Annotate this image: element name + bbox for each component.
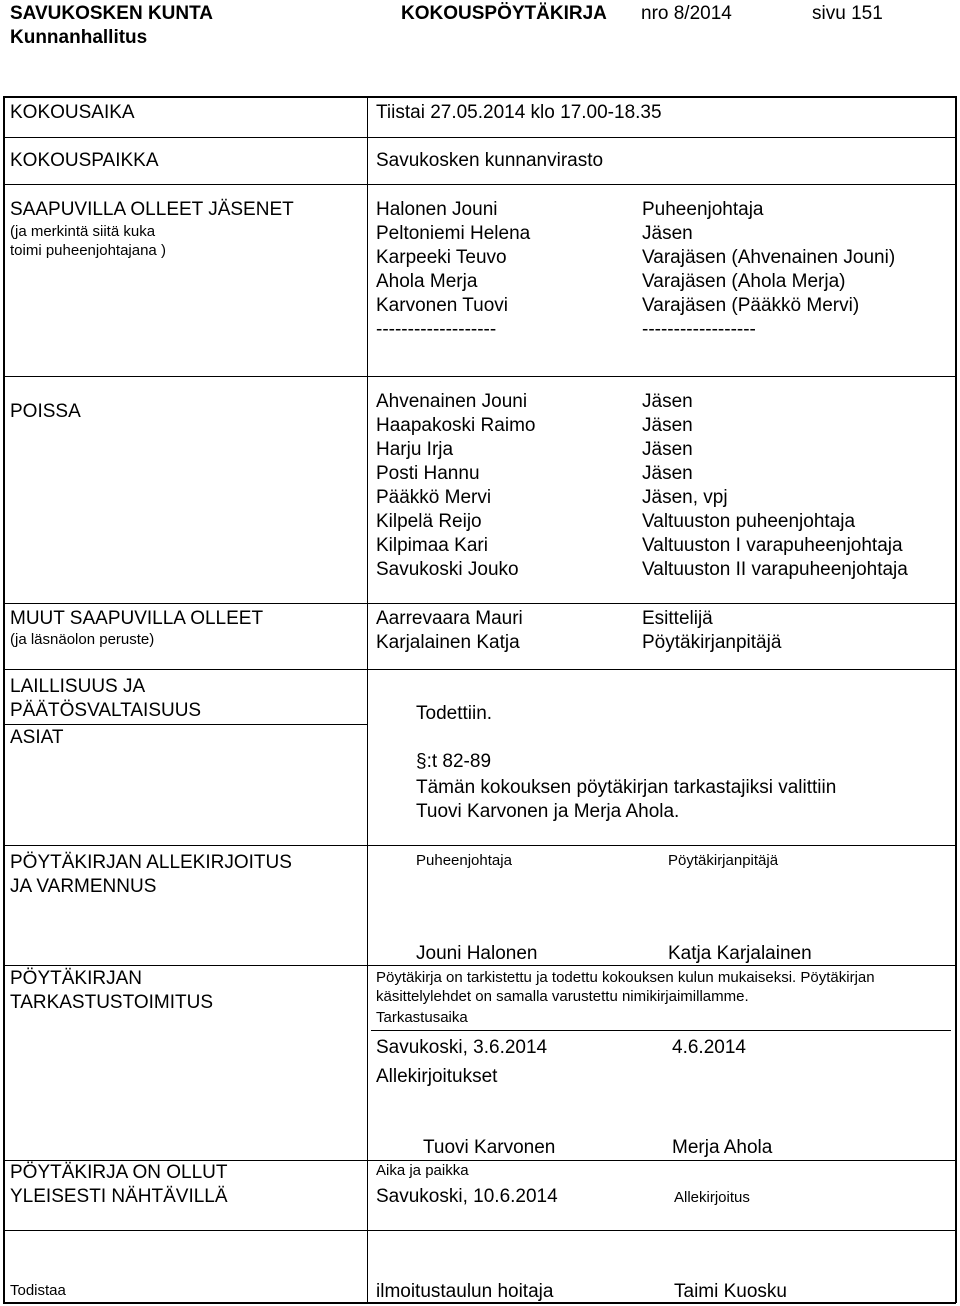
public-label-line2: YLEISESTI NÄHTÄVILLÄ <box>10 1186 228 1207</box>
absent-role: Valtuuston II varapuheenjohtaja <box>642 559 908 580</box>
chair-name: Jouni Halonen <box>416 943 538 964</box>
present-label: SAAPUVILLA OLLEET JÄSENET <box>10 199 294 220</box>
row-divider <box>3 137 956 138</box>
absent-role: Jäsen <box>642 391 693 412</box>
inspection-label-line1: PÖYTÄKIRJAN <box>10 968 142 989</box>
present-roles-list <box>642 198 895 342</box>
present-names-list <box>376 198 530 342</box>
municipality-name: SAVUKOSKEN KUNTA <box>10 3 214 24</box>
absent-names-list <box>376 390 535 582</box>
meeting-time-value: Tiistai 27.05.2014 klo 17.00-18.35 <box>376 102 662 123</box>
section-range: :t 82-89 <box>426 751 492 772</box>
row-divider <box>3 184 956 185</box>
inspection-statement-line1: Pöytäkirja on tarkistettu ja todettu kokouksen kulun mukaiseksi. Pöytäkirjan <box>376 969 875 986</box>
present-role: Varajäsen (Ahola Merja) <box>642 271 846 292</box>
present-role: Puheenjohtaja <box>642 199 764 220</box>
chair-title: Puheenjohtaja <box>416 852 512 869</box>
signature-label-line1: PÖYTÄKIRJAN ALLEKIRJOITUS <box>10 852 292 873</box>
inspector1-name: Tuovi Karvonen <box>423 1137 556 1158</box>
row-divider <box>3 603 956 604</box>
legality-label-line2: PÄÄTÖSVALTAISUUS <box>10 700 202 721</box>
matters-label: ASIAT <box>10 727 64 748</box>
present-name: Peltoniemi Helena <box>376 223 531 244</box>
legality-label-line1: LAILLISUUS JA <box>10 676 146 697</box>
present-name: Ahola Merja <box>376 271 478 292</box>
public-signature-label: Allekirjoitus <box>674 1189 750 1206</box>
meeting-time-label: KOKOUSAIKA <box>10 102 135 123</box>
absent-name: Savukoski Jouko <box>376 559 519 580</box>
column-divider <box>367 96 368 1303</box>
inspection-signatures-label: Allekirjoitukset <box>376 1066 498 1087</box>
others-note: (ja läsnäolon peruste) <box>10 631 155 648</box>
table-top-border <box>3 96 956 98</box>
absent-role: Jäsen <box>642 463 693 484</box>
absent-role: Valtuuston puheenjohtaja <box>642 511 856 532</box>
inspection-divider <box>371 1030 951 1031</box>
document-title: KOKOUSPÖYTÄKIRJA <box>401 3 607 24</box>
present-note-line2: toimi puheenjohtajana ) <box>10 242 166 259</box>
others-role: Esittelijä <box>642 608 713 629</box>
page-number: sivu 151 <box>812 3 883 24</box>
legality-value: Todettiin. <box>416 703 493 724</box>
signature-label-line2: JA VARMENNUS <box>10 876 157 897</box>
others-role: Pöytäkirjanpitäjä <box>642 632 782 653</box>
row-divider <box>3 1230 956 1231</box>
absent-role: Valtuuston I varapuheenjohtaja <box>642 535 903 556</box>
matters-text-line1: Tämän kokouksen pöytäkirjan tarkastajiksi valittiin <box>416 777 837 798</box>
public-time-place: Savukoski, 10.6.2014 <box>376 1186 558 1207</box>
absent-role: Jäsen <box>642 415 693 436</box>
table-right-border <box>955 96 957 1303</box>
absent-name: Posti Hannu <box>376 463 480 484</box>
present-name: Halonen Jouni <box>376 199 498 220</box>
others-names-list <box>376 607 523 655</box>
absent-role: Jäsen, vpj <box>642 487 728 508</box>
secretary-title: Pöytäkirjanpitäjä <box>668 852 779 869</box>
inspection-time-label: Tarkastusaika <box>376 1009 468 1026</box>
row-divider <box>3 845 956 846</box>
others-name: Karjalainen Katja <box>376 632 520 653</box>
present-name: ------------------- <box>376 319 497 340</box>
present-role: Varajäsen (Pääkkö Mervi) <box>642 295 860 316</box>
matters-sections <box>416 750 491 774</box>
protocol-number: nro 8/2014 <box>641 3 732 24</box>
row-divider <box>3 376 956 377</box>
section-mark: § <box>416 751 427 772</box>
absent-name: Kilpelä Reijo <box>376 511 482 532</box>
absent-name: Harju Irja <box>376 439 454 460</box>
certify-role: ilmoitustaulun hoitaja <box>376 1281 554 1302</box>
absent-name: Kilpimaa Kari <box>376 535 488 556</box>
public-label-line1: PÖYTÄKIRJA ON OLLUT <box>10 1162 228 1183</box>
others-name: Aarrevaara Mauri <box>376 608 523 629</box>
present-note-line1: (ja merkintä siitä kuka <box>10 223 156 240</box>
table-left-border <box>3 96 5 1303</box>
secretary-name: Katja Karjalainen <box>668 943 812 964</box>
present-role: ------------------ <box>642 319 756 340</box>
absent-roles-list <box>642 390 908 582</box>
present-role: Varajäsen (Ahvenainen Jouni) <box>642 247 896 268</box>
meeting-place-label: KOKOUSPAIKKA <box>10 150 159 171</box>
meeting-place-value: Savukosken kunnanvirasto <box>376 150 604 171</box>
inspection-place-date: Savukoski, 3.6.2014 <box>376 1037 548 1058</box>
inspector2-name: Merja Ahola <box>672 1137 773 1158</box>
present-name: Karpeeki Teuvo <box>376 247 507 268</box>
public-time-place-label: Aika ja paikka <box>376 1162 469 1179</box>
body-name: Kunnanhallitus <box>10 27 148 48</box>
present-role: Jäsen <box>642 223 693 244</box>
certify-name: Taimi Kuosku <box>674 1281 787 1302</box>
matters-text-line2: Tuovi Karvonen ja Merja Ahola. <box>416 801 680 822</box>
inspection-date2: 4.6.2014 <box>672 1037 746 1058</box>
others-roles-list <box>642 607 781 655</box>
row-divider-left <box>3 724 368 725</box>
others-label: MUUT SAAPUVILLA OLLEET <box>10 608 264 629</box>
row-divider <box>3 669 956 670</box>
absent-label: POISSA <box>10 401 81 422</box>
certify-label: Todistaa <box>10 1282 66 1299</box>
absent-name: Ahvenainen Jouni <box>376 391 528 412</box>
absent-name: Pääkkö Mervi <box>376 487 492 508</box>
inspection-label-line2: TARKASTUSTOIMITUS <box>10 992 214 1013</box>
absent-name: Haapakoski Raimo <box>376 415 536 436</box>
absent-role: Jäsen <box>642 439 693 460</box>
inspection-statement-line2: käsittelylehdet on samalla varustettu nimikirjaimillamme. <box>376 988 749 1005</box>
present-name: Karvonen Tuovi <box>376 295 509 316</box>
